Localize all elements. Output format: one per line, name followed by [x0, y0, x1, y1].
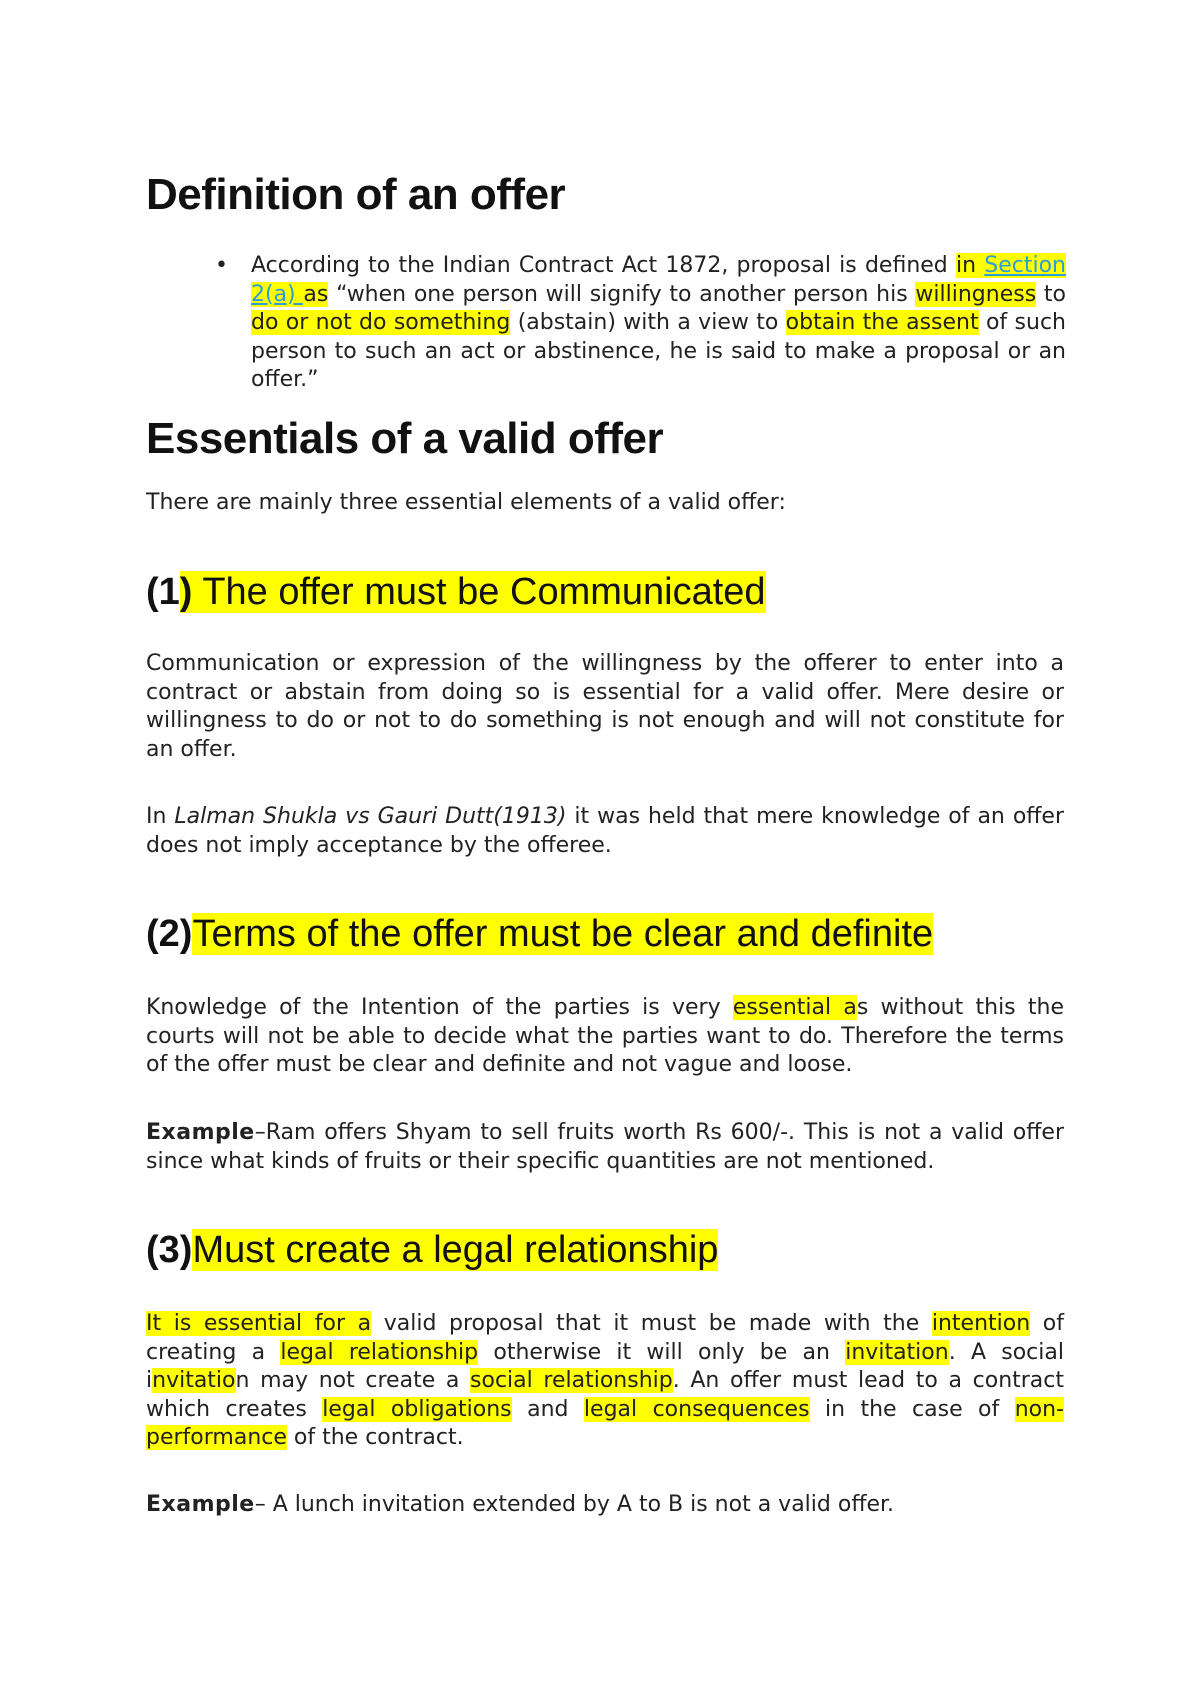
definition-text: (abstain) with a view to [510, 310, 786, 335]
heading-essentials-of-valid-offer: Essentials of a valid offer [146, 414, 664, 463]
highlight-text: as [303, 281, 329, 307]
essential-1-paragraph: Communication or expression of the willingness by the offerer to enter into a contract or abstain from doing so is essential for a valid offer. Mere desire or willingness to do or not to do something is not enough and will not constitute for an offer. [146, 651, 1064, 762]
definition-text: of such person to such an act or abstinence, he is said to make a proposal or an offer.” [251, 310, 1066, 392]
example-label: Example [146, 1492, 255, 1517]
case-prefix: In [146, 804, 175, 829]
example-text: – A lunch invitation extended by A to B is not a valid offer. [254, 1492, 895, 1517]
section-2a-link[interactable]: Section 2(a) [251, 253, 1066, 307]
essential-2-paragraph [146, 994, 1064, 1080]
essential-1-case-paragraph [146, 803, 1064, 860]
essential-2-number: (2) [146, 913, 193, 955]
essential-2-title: Terms of the offer must be clear and definite [192, 913, 934, 955]
highlight-text: nvitatio [152, 1368, 236, 1393]
definition-bullet-list [146, 252, 1066, 395]
highlight-text: invitation [845, 1339, 949, 1365]
paragraph-text: valid proposal that it must be made with the [371, 1311, 932, 1336]
paragraph-text: . An offer must lead to a contract which creates [146, 1368, 1065, 1422]
essential-3-paragraph [146, 1310, 1064, 1453]
paragraph-text: s without this the courts will not be able to decide what the parties want to do. Therefore the terms of the offer must be clear and definite and not vague and loose. [146, 995, 1064, 1077]
essential-1-number: (1 [146, 571, 180, 613]
highlight-text: legal obligations [322, 1396, 512, 1422]
essentials-intro: There are mainly three essential elements of a valid offer: [146, 490, 786, 515]
highlight-text: essential a [732, 995, 857, 1020]
paragraph-text: and [511, 1396, 584, 1422]
case-name: Lalman Shukla vs Gauri Dutt(1913) [174, 804, 567, 829]
heading-essential-1 [146, 570, 766, 616]
highlight-text: non-performance [146, 1396, 1064, 1450]
definition-text: to [1036, 281, 1066, 307]
paragraph-text: Knowledge of the Intention of the parties is very [146, 995, 733, 1020]
bullet-dot-icon: • [215, 253, 228, 278]
essential-3-title: Must create a legal relationship [192, 1229, 719, 1271]
paragraph-text: of creating a [146, 1311, 1064, 1365]
essential-3-number: (3) [146, 1229, 193, 1271]
definition-bullet-item [146, 252, 1066, 395]
highlight-text: legal relationship [280, 1339, 479, 1365]
example-label: Example [146, 1120, 255, 1145]
heading-essential-2 [146, 912, 933, 958]
heading-essential-3 [146, 1228, 718, 1274]
paragraph-text: otherwise it will only be an [478, 1339, 846, 1365]
highlight-text: intention [931, 1311, 1031, 1336]
highlight-text: social relationship [470, 1368, 673, 1393]
paragraph-text: . A social i [146, 1339, 1064, 1393]
highlight-text: willingness [915, 281, 1037, 307]
highlight-text: obtain the assent [785, 310, 979, 335]
essential-1-title: The offer must be Communicated [192, 571, 766, 613]
highlight-text: in [955, 253, 985, 278]
highlight-text: legal consequences [583, 1396, 810, 1422]
heading-definition-of-offer: Definition of an offer [146, 170, 566, 219]
paragraph-text: of the contract. [286, 1425, 464, 1450]
essential-3-example [146, 1491, 1064, 1520]
example-text: –Ram offers Shyam to sell fruits worth Rs 600/-. This is not a valid offer since what kinds of fruits or their specific quantities are not mentioned. [146, 1120, 1064, 1174]
definition-text: “when one person will signify to another person his [328, 281, 916, 307]
highlight-text: do or not do something [251, 310, 511, 335]
essential-1-number-close: ) [179, 571, 193, 613]
case-text: it was held that mere knowledge of an offer does not imply acceptance by the offeree. [146, 804, 1065, 858]
highlight-text: It is essential for a [146, 1311, 372, 1336]
essential-2-example [146, 1119, 1064, 1176]
definition-text: According to the Indian Contract Act 1872, proposal is defined [251, 253, 956, 278]
paragraph-text: in the case of [809, 1396, 1015, 1422]
paragraph-text: n may not create a [235, 1368, 471, 1393]
